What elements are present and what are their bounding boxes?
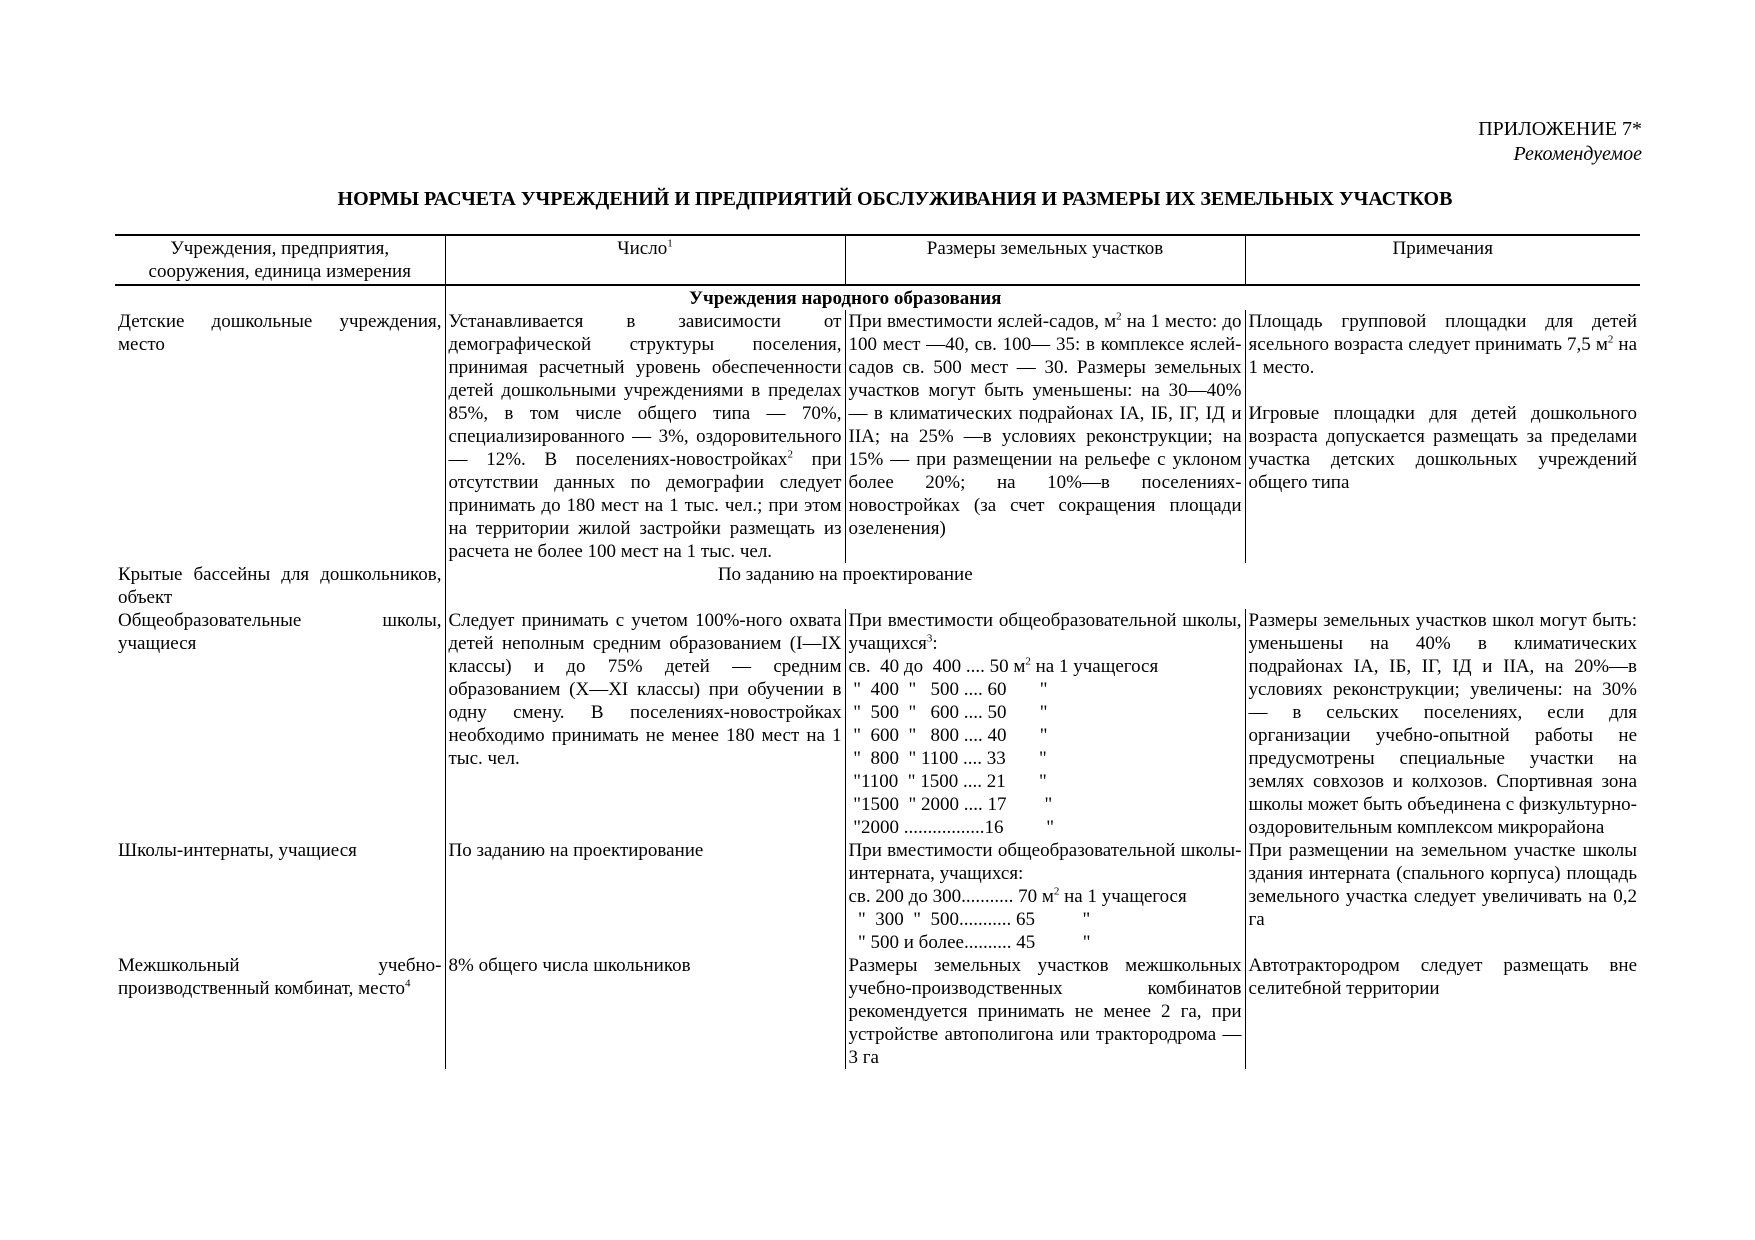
square-meter-sup: 2 xyxy=(1053,885,1060,898)
square-meter-sup: 2 xyxy=(1607,333,1614,346)
row-schools-size-line: " 400 " 500 .... 60 " xyxy=(848,679,1048,700)
row-schools-size-line: " 600 " 800 .... 40 " xyxy=(848,725,1048,746)
row-schools-size-intro-end: : xyxy=(932,633,938,654)
table-row xyxy=(115,310,1640,563)
row-preschool-name: Детские дошкольные учреждения, место xyxy=(118,311,442,355)
row-schools-size-line: "2000 .................16 " xyxy=(848,817,1055,838)
section-cell-left xyxy=(115,285,445,310)
appendix-status: Рекомендуемое xyxy=(1513,143,1642,165)
row-boarding-size-intro: При вместимости общеобразовательной школы-интерната, учащихся: xyxy=(848,840,1242,884)
row-preschool-note-1-a: Площадь групповой площадки для детей ясельного возраста следует принимать 7,5 м xyxy=(1248,311,1637,355)
row-preschool-notes xyxy=(1245,310,1640,563)
row-preschool-number xyxy=(445,310,845,563)
row-schools-size-first-a: св. 40 до 400 .... 50 м xyxy=(848,656,1026,677)
footnote-ref-1: 1 xyxy=(667,237,673,250)
row-boarding-size-line: " 500 и более.......... 45 " xyxy=(848,932,1091,953)
section-cell-right xyxy=(1245,285,1640,310)
row-boarding-number: По заданию на проектирование xyxy=(445,839,845,954)
table-row xyxy=(115,609,1640,839)
column-header-number xyxy=(445,235,845,285)
row-schools-land-size xyxy=(845,609,1245,839)
row-training-complex-notes: Автотрактородром следует размещать вне селитебной территории xyxy=(1245,954,1640,1069)
column-header-number-label: Число xyxy=(617,238,668,259)
footnote-ref-2: 2 xyxy=(787,448,793,461)
row-training-complex-name-text: Межшкольный учебно-производственный комбинат, место xyxy=(118,955,442,999)
row-preschool-land-size xyxy=(845,310,1245,563)
section-row xyxy=(115,285,1640,310)
footnote-ref-3: 3 xyxy=(926,632,933,645)
row-preschool-note-1-b: на 1 место. xyxy=(1248,334,1637,378)
row-preschool-number-text-b: при отсутствии данных по демографии следует принимать до 180 мест на 1 тыс. чел.; при этом на территории жилой застройки размещать из расчета не более 100 мест на 1 тыс. чел. xyxy=(448,449,842,562)
column-header-institution-line2: сооружения, единица измерения xyxy=(148,261,411,282)
row-boarding-size-first-b: на 1 учащегося xyxy=(1059,886,1187,907)
row-schools-number: Следует принимать с учетом 100%-ного охвата детей неполным средним образованием (I—IX классы) и до 75% детей — средним образованием (X—XI классы) при обучении в одну смену. В поселениях-новостройках необходимо принимать не менее 180 мест на 1 тыс. чел. xyxy=(445,609,845,839)
section-title: Учреждения народного образования xyxy=(445,285,1245,310)
row-pools-notes xyxy=(1245,563,1640,609)
table-row xyxy=(115,563,1640,609)
column-header-institution-line1: Учреждения, предприятия, xyxy=(170,238,390,259)
column-header-land-size: Размеры земельных участков xyxy=(845,235,1245,285)
row-schools-size-first-b: на 1 учащегося xyxy=(1030,656,1159,677)
square-meter-sup: 2 xyxy=(1025,655,1031,668)
row-pools-merged: По заданию на проектирование xyxy=(445,563,1245,609)
row-training-complex-land-size: Размеры земельных участков межшкольных учебно-производственных комбинатов рекомендуется принимать не менее 2 га, при устройстве автополигона или трактородрома — 3 га xyxy=(845,954,1245,1069)
table-row xyxy=(115,839,1640,954)
row-preschool-note-1 xyxy=(1249,310,1638,379)
appendix-header xyxy=(1478,117,1642,167)
square-meter-sup: 2 xyxy=(1116,310,1122,323)
row-schools-name: Общеобразовательные школы, учащиеся xyxy=(118,610,442,654)
document-title: НОРМЫ РАСЧЕТА УЧРЕЖДЕНИЙ И ПРЕДПРИЯТИЙ ОБСЛУЖИВАНИЯ И РАЗМЕРЫ ИХ ЗЕМЕЛЬНЫХ УЧАСТКОВ xyxy=(337,188,1453,210)
table-row xyxy=(115,954,1640,1069)
row-boarding-name: Школы-интернаты, учащиеся xyxy=(118,840,357,861)
row-training-complex-name xyxy=(115,954,445,1069)
row-training-complex-number: 8% общего числа школьников xyxy=(445,954,845,1069)
row-schools-size-intro xyxy=(849,609,1242,655)
footnote-ref-4: 4 xyxy=(405,977,411,990)
row-boarding-land-size xyxy=(845,839,1245,954)
row-boarding-size-line: " 300 " 500........... 65 " xyxy=(848,909,1091,930)
row-schools-size-line: " 500 " 600 .... 50 " xyxy=(848,702,1048,723)
row-schools-size-line: "1500 " 2000 .... 17 " xyxy=(848,794,1053,815)
row-schools-size-intro-text: При вместимости общеобразовательной школы, учащихся xyxy=(848,610,1242,654)
row-schools-notes: Размеры земельных участков школ могут быть: уменьшены на 40% в климатических подрайонах IA, IБ, IГ, IД и IIA, на 20%—в условиях реконструкции; увеличены: на 30% — в сельских поселениях, если для организации учебно-опытной работы не предусмотрены специальные участки на землях совхозов и колхозов. Спортивная зона школы может быть объединена с физкультурно-оздоровительным комплексом микрорайона xyxy=(1245,609,1640,839)
row-pools-name: Крытые бассейны для дошкольников, объект xyxy=(118,564,442,608)
row-schools-size-line: " 800 " 1100 .... 33 " xyxy=(848,748,1047,769)
row-boarding-size-first-a: св. 200 до 300........... 70 м xyxy=(848,886,1054,907)
row-preschool-size-text-a: При вместимости яслей-садов, м xyxy=(848,311,1117,332)
table-header-row xyxy=(115,235,1640,285)
row-preschool-number-text-a: Устанавливается в зависимости от демографической структуры поселения, принимая расчетный уровень обеспеченности детей дошкольными учреждениями в пределах 85%, в том числе общего типа — 70%, специализированного — 3%, оздоровительного — 12%. В поселениях-новостройках xyxy=(448,311,842,470)
row-preschool-size-text-b: на 1 место: до 100 мест —40, св. 100— 35: в комплексе яслей-садов св. 500 мест — 30. Размеры земельных участков могут быть уменьшены: на 30—40% — в климатических подрайонах IA, IБ, IГ, IД и IIA; на 25% —в условиях реконструкции; на 15% — при размещении на рельефе с уклоном более 20%; на 10%—в поселениях-новостройках (за счет сокращения площади озеленения) xyxy=(848,311,1242,539)
row-schools-size-line: "1100 " 1500 .... 21 " xyxy=(848,771,1047,792)
row-boarding-size-line-first xyxy=(849,885,1242,908)
row-schools-size-line-first xyxy=(849,655,1242,678)
column-header-notes: Примечания xyxy=(1245,235,1640,285)
row-boarding-notes: При размещении на земельном участке школы здания интерната (спального корпуса) площадь земельного участка следует увеличивать на 0,2 га xyxy=(1245,839,1640,954)
column-header-institution xyxy=(115,235,445,285)
appendix-label: ПРИЛОЖЕНИЕ 7* xyxy=(1478,118,1642,140)
norms-table xyxy=(115,234,1640,1069)
row-preschool-note-2: Игровые площадки для детей дошкольного возраста допускается размещать за пределами участка детских дошкольных учреждений общего типа xyxy=(1248,403,1637,493)
